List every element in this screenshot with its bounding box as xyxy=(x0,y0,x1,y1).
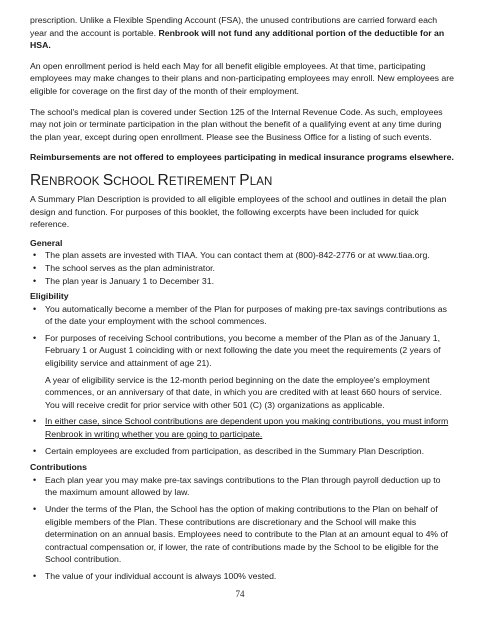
hsa-text: prescription. Unlike a Flexible Spending Account (FSA), the unused contributions are carried forward each year and the account is portable. xyxy=(30,15,438,38)
reimbursement-notice: Reimbursements are not offered to employees participating in medical insurance programs elsewhere. xyxy=(30,152,454,163)
summary-plan-paragraph: A Summary Plan Description is provided to all eligible employees of the school and outlines in detail the plan design and function. For purposes of this booklet, the following excerpts have been included for quick reference. xyxy=(30,193,447,230)
open-enrollment-paragraph: An open enrollment period is held each May for all benefit eligible employees. At that time, participating employees may make changes to their plans and non-participating employees may enroll. New employees are eligible for coverage on the first day of the month of their employment. xyxy=(30,60,454,96)
section-title: RENBROOK SCHOOL RETIREMENT PLAN xyxy=(30,171,273,189)
hsa-bold-text: Renbrook will not fund any additional portion of the deductible for an HSA. xyxy=(30,27,445,51)
page-number: 74 xyxy=(235,589,245,599)
list-item: • The school serves as the plan administrator. xyxy=(30,262,454,275)
general-heading: General xyxy=(30,237,63,248)
list-item: • For purposes of receiving School contributions, you become a member of the Plan as of the January 1, February 1 or August 1 coinciding with or next following the date you meet the requirements (2 years of eligibility service and attainment of age 21). xyxy=(30,332,454,370)
eligibility-heading: Eligibility xyxy=(30,291,69,302)
document-page xyxy=(30,14,454,583)
contributions-heading: Contributions xyxy=(30,462,87,473)
list-item: A year of eligibility service is the 12-month period beginning on the date the employee's employment commences, or an anniversary of that date, in which you are credited with at least 660 hours of service. You will receive credit for prior service with other 501 (C) (3) organizations as applicable. xyxy=(45,374,442,410)
list-item: • The value of your individual account is always 100% vested. xyxy=(30,570,454,583)
section-125-paragraph: The school's medical plan is covered under Section 125 of the Internal Revenue Code. As such, employees may not join or terminate participation in the plan without the benefit of a qualifying event at any time during the plan year, except during open enrollment. Please see the Business Office for a listing of such events. xyxy=(30,106,443,142)
list-item: • Under the terms of the Plan, the School has the option of making contributions to the Plan on behalf of eligible members of the Plan. These contributions are discretionary and the School will make this determination on an annual basis. Employees need to contribute to the Plan at an amount equal to 4% of contractual compensation or, if lower, the rate of contributions made by the School to be eligible for the School contribution. xyxy=(30,503,454,566)
contributions-list xyxy=(30,474,454,583)
hsa-paragraph xyxy=(30,14,454,52)
list-item: • The plan assets are invested with TIAA. You can contact them at (800)-842-2776 or at www.tiaa.org. xyxy=(30,249,454,262)
list-item: • In either case, since School contributions are dependent upon you making contributions, you must inform Renbrook in writing whether you are going to participate. xyxy=(30,415,454,440)
list-item: • Certain employees are excluded from participation, as described in the Summary Plan Description. xyxy=(30,445,454,458)
general-list xyxy=(30,249,454,287)
list-item: • The plan year is January 1 to December 31. xyxy=(30,275,454,288)
eligibility-list xyxy=(30,303,454,458)
list-item: • Each plan year you may make pre-tax savings contributions to the Plan through payroll deduction up to the maximum amount allowed by law. xyxy=(30,474,454,499)
list-item: • You automatically become a member of the Plan for purposes of making pre-tax savings contributions as of the date your employment with the school commences. xyxy=(30,303,454,328)
